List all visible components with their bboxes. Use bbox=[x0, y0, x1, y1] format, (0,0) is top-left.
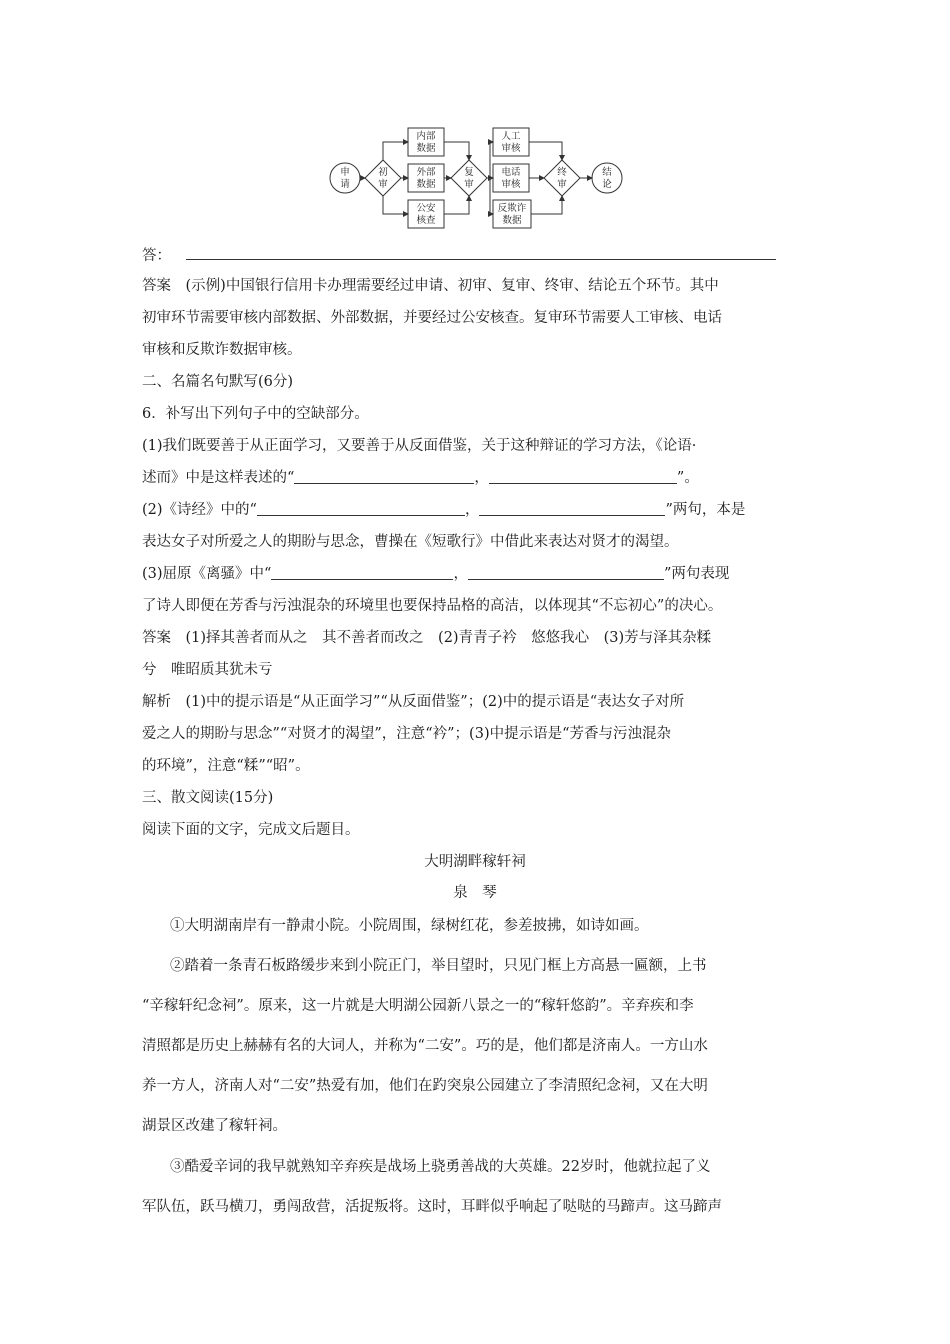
node-text: 反欺诈 bbox=[497, 203, 527, 214]
question-text: 了诗人即便在芳香与污浊混杂的环境里也要保持品格的高洁，以体现其“不忘初心”的决心。 bbox=[142, 598, 723, 614]
node-text: 审 bbox=[378, 179, 388, 190]
essay-paragraph: 军队伍，跃马横刀，勇闯敌营，活捉叛将。这时，耳畔似乎响起了哒哒的马蹄声。这马蹄声 bbox=[142, 1199, 722, 1215]
analysis-text: 爱之人的期盼与思念”“对贤才的渴望”，注意“衿”；(3)中提示语是“芳香与污浊混杂 bbox=[142, 726, 672, 742]
text-segment: (3)屈原《离骚》中“ bbox=[142, 566, 272, 582]
answer-text: 兮 唯昭质其犹未亏 bbox=[142, 662, 273, 678]
node-text: 外部 bbox=[416, 167, 436, 178]
text-segment: ”两句，本是 bbox=[665, 502, 746, 518]
node-text: 数据 bbox=[502, 215, 522, 226]
node-text: 终 bbox=[557, 167, 567, 178]
flowchart-svg bbox=[328, 120, 624, 232]
fill-blank[interactable] bbox=[468, 565, 664, 580]
analysis-text: 的环境”，注意“糅”“昭”。 bbox=[142, 758, 310, 774]
fill-blank[interactable] bbox=[489, 469, 677, 484]
question-text bbox=[142, 500, 745, 520]
node-text: 初 bbox=[378, 167, 388, 178]
essay-author: 泉 琴 bbox=[453, 885, 497, 901]
node-text: 审核 bbox=[501, 143, 521, 154]
node-text: 内部 bbox=[416, 131, 436, 142]
answer-text: 答案 (示例)中国银行信用卡办理需要经过申请、初审、复审、终审、结论五个环节。其中 bbox=[142, 278, 719, 294]
text-segment: ”两句表现 bbox=[663, 566, 730, 582]
node-text: 数据 bbox=[416, 143, 436, 154]
text-segment: ， bbox=[474, 470, 489, 486]
answer-underline bbox=[186, 259, 776, 260]
text-segment: ， bbox=[464, 502, 480, 518]
essay-paragraph: ③酷爱辛词的我早就熟知辛弃疾是战场上骁勇善战的大英雄。22岁时，他就拉起了义 bbox=[170, 1159, 711, 1175]
node-text: 论 bbox=[602, 179, 612, 190]
fill-blank[interactable] bbox=[479, 501, 665, 516]
question-text bbox=[142, 468, 699, 488]
text-segment: ”。 bbox=[676, 470, 699, 486]
node-text: 数据 bbox=[416, 179, 436, 190]
node-final-review bbox=[544, 160, 580, 196]
answer-text: 初审环节需要审核内部数据、外部数据，并要经过公安核查。复审环节需要人工审核、电话 bbox=[142, 310, 722, 326]
fill-blank[interactable] bbox=[294, 469, 474, 484]
answer-prompt: 答： bbox=[142, 248, 171, 264]
answer-text: 答案 (1)择其善者而从之 其不善者而改之 (2)青青子衿 悠悠我心 (3)芳与泽其杂糅 bbox=[142, 630, 712, 646]
node-text: 审 bbox=[464, 179, 474, 190]
node-text: 结 bbox=[602, 167, 612, 178]
instruction: 阅读下面的文字，完成文后题目。 bbox=[142, 822, 360, 838]
fill-blank[interactable] bbox=[257, 501, 465, 516]
node-text: 核查 bbox=[416, 215, 436, 226]
essay-paragraph: 养一方人，济南人对“二安”热爱有加，他们在趵突泉公园建立了李清照纪念祠，又在大明 bbox=[142, 1078, 708, 1094]
essay-paragraph: 清照都是历史上赫赫有名的大词人，并称为“二安”。巧的是，他们都是济南人。一方山水 bbox=[142, 1038, 708, 1054]
node-text: 公安 bbox=[416, 203, 436, 214]
essay-paragraph: 湖景区改建了稼轩祠。 bbox=[142, 1118, 287, 1134]
text-segment: (2)《诗经》中的“ bbox=[142, 502, 257, 518]
answer-text: 审核和反欺诈数据审核。 bbox=[142, 342, 302, 358]
text-segment: ， bbox=[453, 566, 468, 582]
question-text: (1)我们既要善于从正面学习，又要善于从反面借鉴，关于这种辩证的学习方法，《论语· bbox=[142, 438, 697, 454]
node-second-review bbox=[451, 160, 487, 196]
essay-title: 大明湖畔稼轩祠 bbox=[424, 854, 526, 870]
question-title: 6．补写出下列句子中的空缺部分。 bbox=[142, 406, 369, 422]
node-text: 申 bbox=[340, 167, 350, 178]
node-text: 审 bbox=[557, 179, 567, 190]
essay-paragraph: “辛稼轩纪念祠”。原来，这一片就是大明湖公园新八景之一的“稼轩悠韵”。辛弃疾和李 bbox=[142, 998, 694, 1014]
node-text: 请 bbox=[340, 179, 350, 190]
fill-blank[interactable] bbox=[271, 565, 453, 580]
text-segment: 述而》中是这样表述的“ bbox=[142, 470, 295, 486]
node-text: 审核 bbox=[501, 179, 521, 190]
node-text: 复 bbox=[464, 167, 474, 178]
section-heading: 三、散文阅读(15分) bbox=[142, 790, 274, 806]
node-text: 人工 bbox=[501, 131, 521, 142]
essay-paragraph: ②踏着一条青石板路缓步来到小院正门，举目望时，只见门框上方高悬一匾额，上书 bbox=[170, 958, 707, 974]
node-first-review bbox=[365, 160, 401, 196]
question-text: 表达女子对所爱之人的期盼与思念，曹操在《短歌行》中借此来表达对贤才的渴望。 bbox=[142, 534, 679, 550]
analysis-text: 解析 (1)中的提示语是“从正面学习”“从反面借鉴”；(2)中的提示语是“表达女子对所 bbox=[142, 694, 685, 710]
node-text: 电话 bbox=[501, 167, 521, 178]
approval-flowchart bbox=[328, 120, 624, 232]
section-heading: 二、名篇名句默写(6分) bbox=[142, 374, 294, 390]
question-text bbox=[142, 564, 729, 584]
essay-paragraph: ①大明湖南岸有一静肃小院。小院周围，绿树红花，参差披拂，如诗如画。 bbox=[170, 918, 649, 934]
